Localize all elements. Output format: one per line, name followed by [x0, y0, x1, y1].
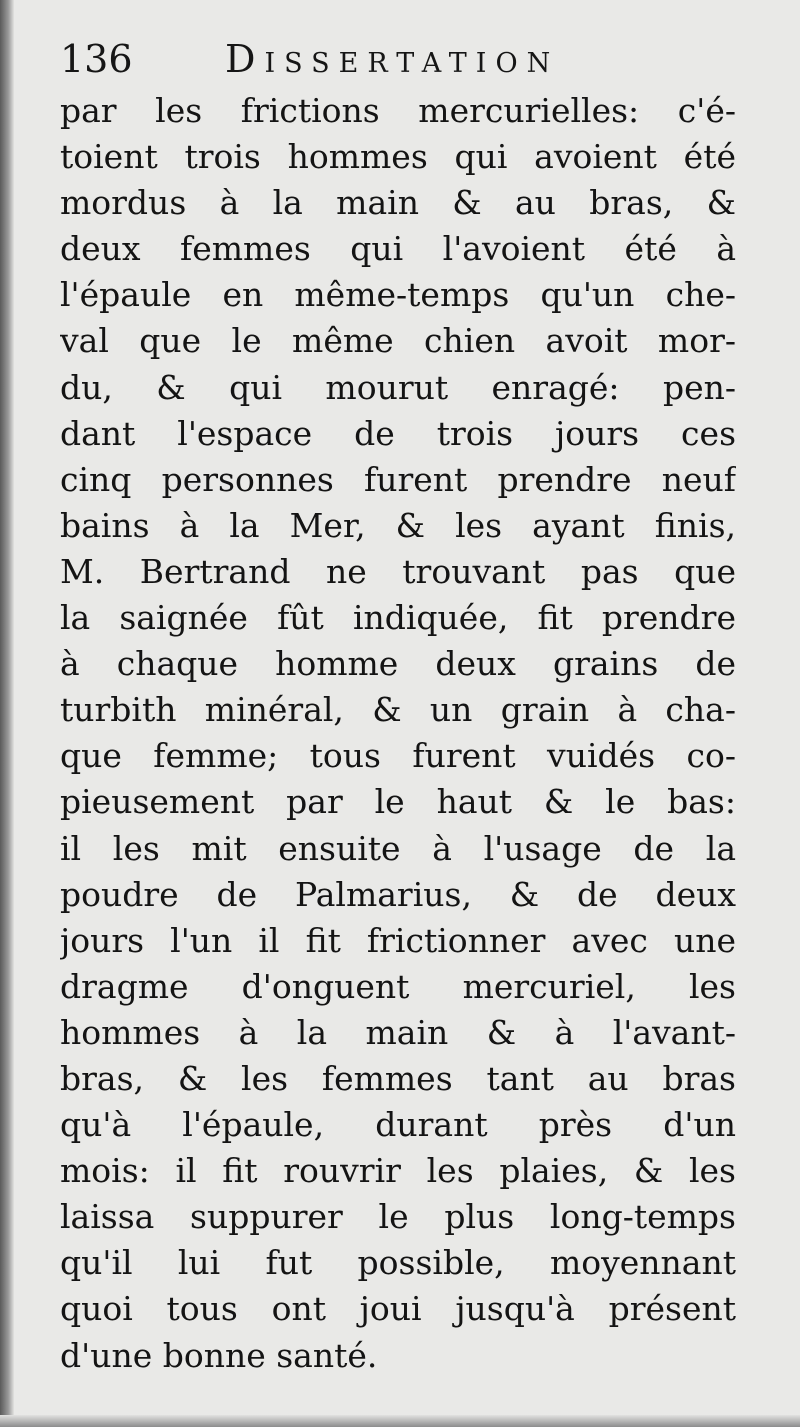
text-line: il les mit ensuite à l'usage de la: [60, 828, 736, 868]
text-line: val que le même chien avoit mor-: [60, 321, 736, 361]
text-line: hommes à la main & à l'avant-: [60, 1012, 736, 1052]
text-line: poudre de Palmarius, & de deux: [60, 874, 736, 914]
text-line: du, & qui mourut enragé: pen-: [60, 367, 736, 407]
text-line: turbith minéral, & un grain à cha-: [60, 690, 736, 730]
text-line: mordus à la main & au bras, &: [60, 183, 736, 223]
text-line: qu'à l'épaule, durant près d'un: [60, 1105, 736, 1145]
text-line-last: d'une bonne santé.: [60, 1335, 378, 1375]
text-line: l'épaule en même-temps qu'un che-: [60, 275, 736, 315]
text-line: dant l'espace de trois jours ces: [60, 413, 736, 453]
text-line: bains à la Mer, & les ayant finis,: [60, 505, 736, 545]
text-line: quoi tous ont joui jusqu'à présent: [60, 1289, 736, 1329]
page-number: 136: [60, 37, 133, 81]
text-line: qu'il lui fut possible, moyennant: [60, 1243, 736, 1283]
text-line: mois: il fit rouvrir les plaies, & les: [60, 1151, 736, 1191]
page-bottom-edge: [0, 1415, 800, 1427]
text-line: à chaque homme deux grains de: [60, 644, 736, 684]
page-header: [60, 30, 760, 90]
text-line: M. Bertrand ne trouvant pas que: [60, 551, 736, 591]
text-line: jours l'un il fit frictionner avec une: [60, 920, 736, 960]
text-line: toient trois hommes qui avoient été: [60, 137, 736, 177]
page-gutter-shadow: [0, 0, 14, 1427]
text-line: par les frictions mercurielles: c'é-: [60, 91, 736, 130]
text-line: pieusement par le haut & le bas:: [60, 782, 736, 822]
text-line: laissa suppurer le plus long-temps: [60, 1197, 736, 1237]
body-text: [60, 88, 736, 1379]
text-line: deux femmes qui l'avoient été à: [60, 229, 736, 269]
text-line: dragme d'onguent mercuriel, les: [60, 966, 736, 1006]
text-line: bras, & les femmes tant au bras: [60, 1058, 736, 1098]
running-head: Dissertation: [225, 37, 560, 81]
text-line: cinq personnes furent prendre neuf: [60, 459, 736, 499]
text-line: la saignée fût indiquée, fit prendre: [60, 598, 736, 638]
text-line: que femme; tous furent vuidés co-: [60, 736, 736, 776]
